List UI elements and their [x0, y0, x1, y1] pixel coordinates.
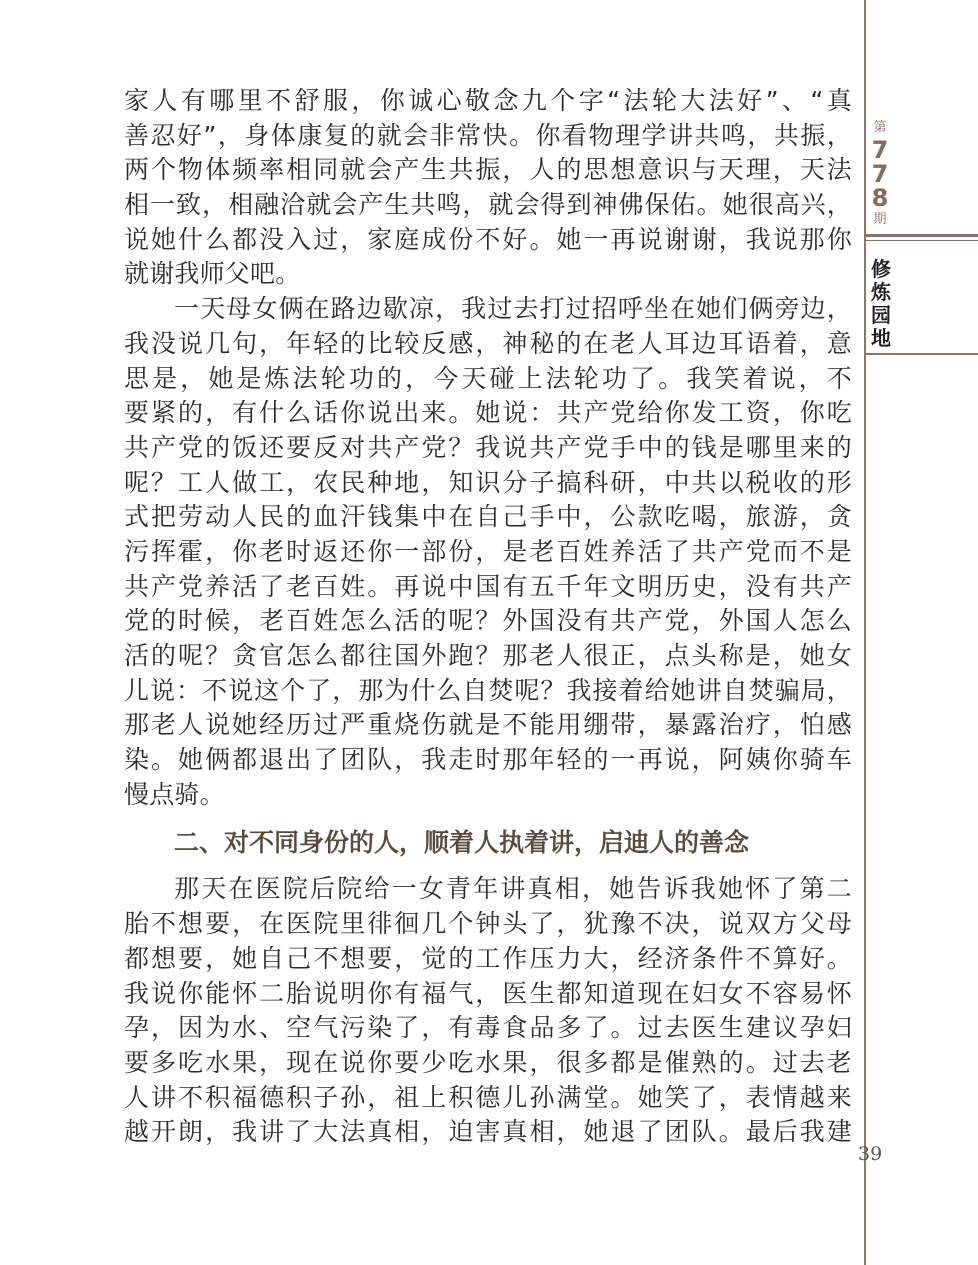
text-line: 善忍好”，身体康复的就会非常快。你看物理学讲共鸣，共振， — [124, 120, 852, 150]
issue-prefix: 第 — [873, 120, 887, 135]
column-title-char: 炼 — [871, 280, 891, 304]
column-divider — [866, 234, 978, 237]
issue-marker — [868, 118, 892, 230]
section-heading: 二、对不同身份的人，顺着人执着讲，启迪人的善念 — [174, 828, 750, 858]
text-line: 活的呢？贪官怎么都往国外跑？那老人很正，点头称是，她女 — [124, 641, 852, 670]
text-line: 那老人说她经历过严重烧伤就是不能用绷带，暴露治疗，怕感 — [124, 710, 852, 740]
text-line: 要多吃水果，现在说你要少吃水果，很多都是催熟的。过去老 — [124, 1047, 852, 1077]
text-line: 人讲不积福德积子孙，祖上积德儿孙满堂。她笑了，表情越来 — [124, 1082, 852, 1112]
text-line: 两个物体频率相同就会产生共振，人的思想意识与天理，天法 — [124, 155, 852, 185]
paragraph-1 — [124, 84, 852, 292]
text-line: 共产党的饭还要反对共产党？我说共产党手中的钱是哪里来的 — [124, 432, 852, 462]
issue-digit: 8 — [871, 184, 889, 212]
column-title-char: 地 — [871, 326, 891, 350]
text-line: 胎不想要，在医院里徘徊几个钟头了，犹豫不决，说双方父母 — [124, 909, 852, 939]
text-line: 我说你能怀二胎说明你有福气，医生都知道现在妇女不容易怀 — [124, 978, 852, 1008]
issue-suffix: 期 — [873, 212, 887, 227]
paragraph-2 — [124, 292, 852, 812]
column-title — [868, 258, 894, 350]
text-line: 说她什么都没入过，家庭成份不好。她一再说谢谢，我说那你 — [124, 224, 852, 254]
text-line: 都想要，她自己不想要，觉的工作压力大，经济条件不算好。 — [124, 943, 852, 973]
text-line: 家人有哪里不舒服，你诚心敬念九个字“法轮大法好”、“真 — [124, 86, 852, 115]
column-divider — [866, 240, 978, 241]
column-title-char: 修 — [871, 257, 891, 281]
text-line: 孕，因为水、空气污染了，有毒食品多了。过去医生建议孕妇 — [124, 1013, 852, 1043]
issue-digit: 7 — [871, 160, 889, 188]
page-number: 39 — [858, 1143, 883, 1165]
issue-digit: 7 — [871, 136, 889, 164]
text-line: 那天在医院后院给一女青年讲真相，她告诉我她怀了第二 — [174, 874, 852, 904]
text-line: 共产党养活了老百姓。再说中国有五千年文明历史，没有共产 — [124, 571, 852, 601]
article-body — [124, 84, 852, 1150]
text-line: 式把劳动人民的血汗钱集中在自己手中，公款吃喝，旅游，贪 — [124, 502, 852, 532]
text-line: 我没说几句，年轻的比较反感，神秘的在老人耳边耳语着，意 — [124, 328, 852, 358]
text-line: 思是，她是炼法轮功的，今天碰上法轮功了。我笑着说，不 — [124, 363, 852, 393]
text-line: 相一致，相融洽就会产生共鸣，就会得到神佛保佑。她很高兴， — [124, 190, 852, 220]
text-line: 染。她俩都退出了团队，我走时那年轻的一再说，阿姨你骑车 — [124, 745, 852, 775]
text-line: 党的时候，老百姓怎么活的呢？外国没有共产党，外国人怎么 — [124, 606, 852, 636]
text-line: 一天母女俩在路边歇凉，我过去打过招呼坐在她们俩旁边， — [174, 294, 852, 324]
text-line: 就谢我师父吧。 — [124, 259, 301, 289]
column-title-char: 园 — [871, 303, 891, 327]
text-line: 污挥霍，你老时返还你一部份，是老百姓养活了共产党而不是 — [124, 536, 852, 566]
paragraph-3 — [124, 872, 852, 1150]
column-divider — [866, 353, 978, 355]
text-line: 要紧的，有什么话你说出来。她说：共产党给你发工资，你吃 — [124, 398, 852, 428]
text-line: 儿说：不说这个了，那为什么自焚呢？我接着给她讲自焚骗局， — [124, 675, 852, 705]
text-line: 慢点骑。 — [124, 779, 225, 809]
margin-rule — [864, 0, 866, 1265]
text-line: 越开朗，我讲了大法真相，迫害真相，她退了团队。最后我建 — [124, 1117, 852, 1147]
text-line: 呢？工人做工，农民种地，知识分子搞科研，中共以税收的形 — [124, 467, 852, 497]
